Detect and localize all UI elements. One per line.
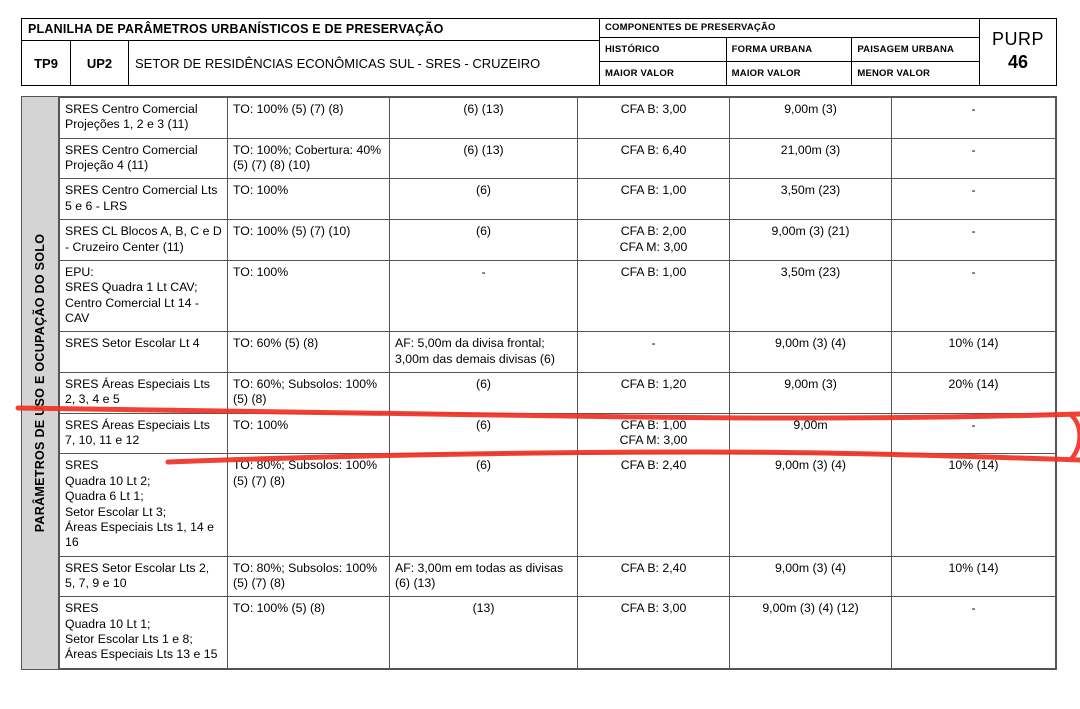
cell-cfa: CFA B: 6,40 — [578, 138, 730, 179]
cell-local: SRES Centro Comercial Projeção 4 (11) — [60, 138, 228, 179]
side-vertical-label-text: PARÂMETROS DE USO E OCUPAÇÃO DO SOLO — [33, 233, 47, 533]
cell-cfa: CFA B: 1,00 CFA M: 3,00 — [578, 413, 730, 454]
component-historico-value: MAIOR VALOR — [600, 62, 727, 85]
cell-cfa: CFA B: 3,00 — [578, 597, 730, 668]
cell-altura: 9,00m (3) (4) (12) — [730, 597, 892, 668]
cell-permeavel: - — [892, 179, 1056, 220]
table-row — [60, 597, 1056, 668]
component-forma-urbana-label: FORMA URBANA — [727, 38, 853, 61]
cell-afastamento: (13) — [390, 597, 578, 668]
cell-permeavel: 10% (14) — [892, 332, 1056, 373]
cell-altura: 9,00m (3) (4) — [730, 454, 892, 556]
cell-cfa: CFA B: 1,00 — [578, 179, 730, 220]
table-row — [60, 556, 1056, 597]
cell-afastamento: (6) (13) — [390, 138, 578, 179]
cell-permeavel: - — [892, 413, 1056, 454]
cell-taxa-ocupacao: TO: 80%; Subsolos: 100% (5) (7) (8) — [228, 454, 390, 556]
cell-taxa-ocupacao: TO: 100% (5) (7) (8) — [228, 98, 390, 139]
cell-altura: 9,00m (3) (21) — [730, 220, 892, 261]
purp-number: 46 — [1007, 52, 1029, 73]
cell-afastamento: AF: 3,00m em todas as divisas (6) (13) — [390, 556, 578, 597]
cell-permeavel: - — [892, 260, 1056, 331]
purp-label: PURP — [991, 29, 1044, 50]
cell-taxa-ocupacao: TO: 60% (5) (8) — [228, 332, 390, 373]
table-row — [60, 220, 1056, 261]
cell-altura: 3,50m (23) — [730, 260, 892, 331]
side-vertical-label — [22, 97, 59, 669]
preservation-components-block — [600, 19, 980, 85]
cell-permeavel: - — [892, 597, 1056, 668]
cell-taxa-ocupacao: TO: 80%; Subsolos: 100% (5) (7) (8) — [228, 556, 390, 597]
cell-cfa: CFA B: 2,40 — [578, 556, 730, 597]
cell-afastamento: AF: 5,00m da divisa frontal; 3,00m das demais divisas (6) — [390, 332, 578, 373]
cell-taxa-ocupacao: TO: 100% — [228, 260, 390, 331]
cell-permeavel: 20% (14) — [892, 373, 1056, 414]
cell-afastamento: (6) — [390, 373, 578, 414]
cell-altura: 9,00m (3) — [730, 373, 892, 414]
cell-afastamento: (6) — [390, 179, 578, 220]
component-forma-urbana-value: MAIOR VALOR — [727, 62, 853, 85]
preservation-components-title: COMPONENTES DE PRESERVAÇÃO — [600, 19, 979, 38]
cell-altura: 21,00m (3) — [730, 138, 892, 179]
cell-cfa: - — [578, 332, 730, 373]
cell-local: SRES Quadra 10 Lt 1; Setor Escolar Lts 1 e 8; Áreas Especiais Lts 13 e 15 — [60, 597, 228, 668]
cell-taxa-ocupacao: TO: 100% — [228, 413, 390, 454]
cell-local: EPU: SRES Quadra 1 Lt CAV; Centro Comercial Lt 14 - CAV — [60, 260, 228, 331]
cell-taxa-ocupacao: TO: 60%; Subsolos: 100% (5) (8) — [228, 373, 390, 414]
cell-cfa: CFA B: 3,00 — [578, 98, 730, 139]
cell-local: SRES CL Blocos A, B, C e D - Cruzeiro Center (11) — [60, 220, 228, 261]
cell-afastamento: (6) (13) — [390, 98, 578, 139]
cell-cfa: CFA B: 1,20 — [578, 373, 730, 414]
component-paisagem-urbana-label: PAISAGEM URBANA — [857, 44, 955, 55]
cell-permeavel: - — [892, 220, 1056, 261]
component-historico-label: HISTÓRICO — [600, 38, 727, 61]
cell-permeavel: 10% (14) — [892, 454, 1056, 556]
table-row — [60, 179, 1056, 220]
cell-local: SRES Áreas Especiais Lts 2, 3, 4 e 5 — [60, 373, 228, 414]
cell-permeavel: - — [892, 98, 1056, 139]
cell-cfa: CFA B: 2,00 CFA M: 3,00 — [578, 220, 730, 261]
cell-local: SRES Centro Comercial Projeções 1, 2 e 3 (11) — [60, 98, 228, 139]
tp-code: TP9 — [22, 41, 71, 85]
sheet-header — [21, 18, 1057, 86]
cell-altura: 9,00m (3) (4) — [730, 332, 892, 373]
component-paisagem-urbana-value: MENOR VALOR — [857, 68, 931, 79]
cell-afastamento: (6) — [390, 413, 578, 454]
cell-permeavel: - — [892, 138, 1056, 179]
header-left-block — [22, 19, 600, 85]
preservation-components-values — [600, 62, 979, 85]
cell-taxa-ocupacao: TO: 100% (5) (7) (10) — [228, 220, 390, 261]
cell-afastamento: (6) — [390, 454, 578, 556]
cell-local: SRES Setor Escolar Lts 2, 5, 7, 9 e 10 — [60, 556, 228, 597]
preservation-components-labels — [600, 38, 979, 62]
parameters-table-body — [60, 98, 1056, 669]
cell-cfa: CFA B: 1,00 — [578, 260, 730, 331]
table-row — [60, 454, 1056, 556]
cell-afastamento: (6) — [390, 220, 578, 261]
cell-afastamento: - — [390, 260, 578, 331]
table-row — [60, 98, 1056, 139]
parameters-table-wrapper — [21, 96, 1057, 670]
cell-permeavel: 10% (14) — [892, 556, 1056, 597]
table-row — [60, 413, 1056, 454]
cell-altura: 9,00m — [730, 413, 892, 454]
purp-block — [980, 19, 1056, 85]
sheet-title: PLANILHA DE PARÂMETROS URBANÍSTICOS E DE PRESERVAÇÃO — [22, 19, 599, 41]
up-code: UP2 — [71, 41, 129, 85]
table-row — [60, 332, 1056, 373]
cell-local: SRES Setor Escolar Lt 4 — [60, 332, 228, 373]
table-row — [60, 260, 1056, 331]
header-identification-row — [22, 41, 599, 85]
cell-altura: 3,50m (23) — [730, 179, 892, 220]
cell-altura: 9,00m (3) — [730, 98, 892, 139]
cell-local: SRES Centro Comercial Lts 5 e 6 - LRS — [60, 179, 228, 220]
cell-taxa-ocupacao: TO: 100% — [228, 179, 390, 220]
cell-altura: 9,00m (3) (4) — [730, 556, 892, 597]
cell-cfa: CFA B: 2,40 — [578, 454, 730, 556]
sector-name: SETOR DE RESIDÊNCIAS ECONÔMICAS SUL - SRES - CRUZEIRO — [135, 55, 541, 71]
cell-taxa-ocupacao: TO: 100% (5) (8) — [228, 597, 390, 668]
cell-taxa-ocupacao: TO: 100%; Cobertura: 40% (5) (7) (8) (10) — [228, 138, 390, 179]
table-row — [60, 138, 1056, 179]
parameters-table — [59, 97, 1056, 669]
cell-local: SRES Quadra 10 Lt 2; Quadra 6 Lt 1; Setor Escolar Lt 3; Áreas Especiais Lts 1, 14 e 16 — [60, 454, 228, 556]
cell-local: SRES Áreas Especiais Lts 7, 10, 11 e 12 — [60, 413, 228, 454]
table-row — [60, 373, 1056, 414]
